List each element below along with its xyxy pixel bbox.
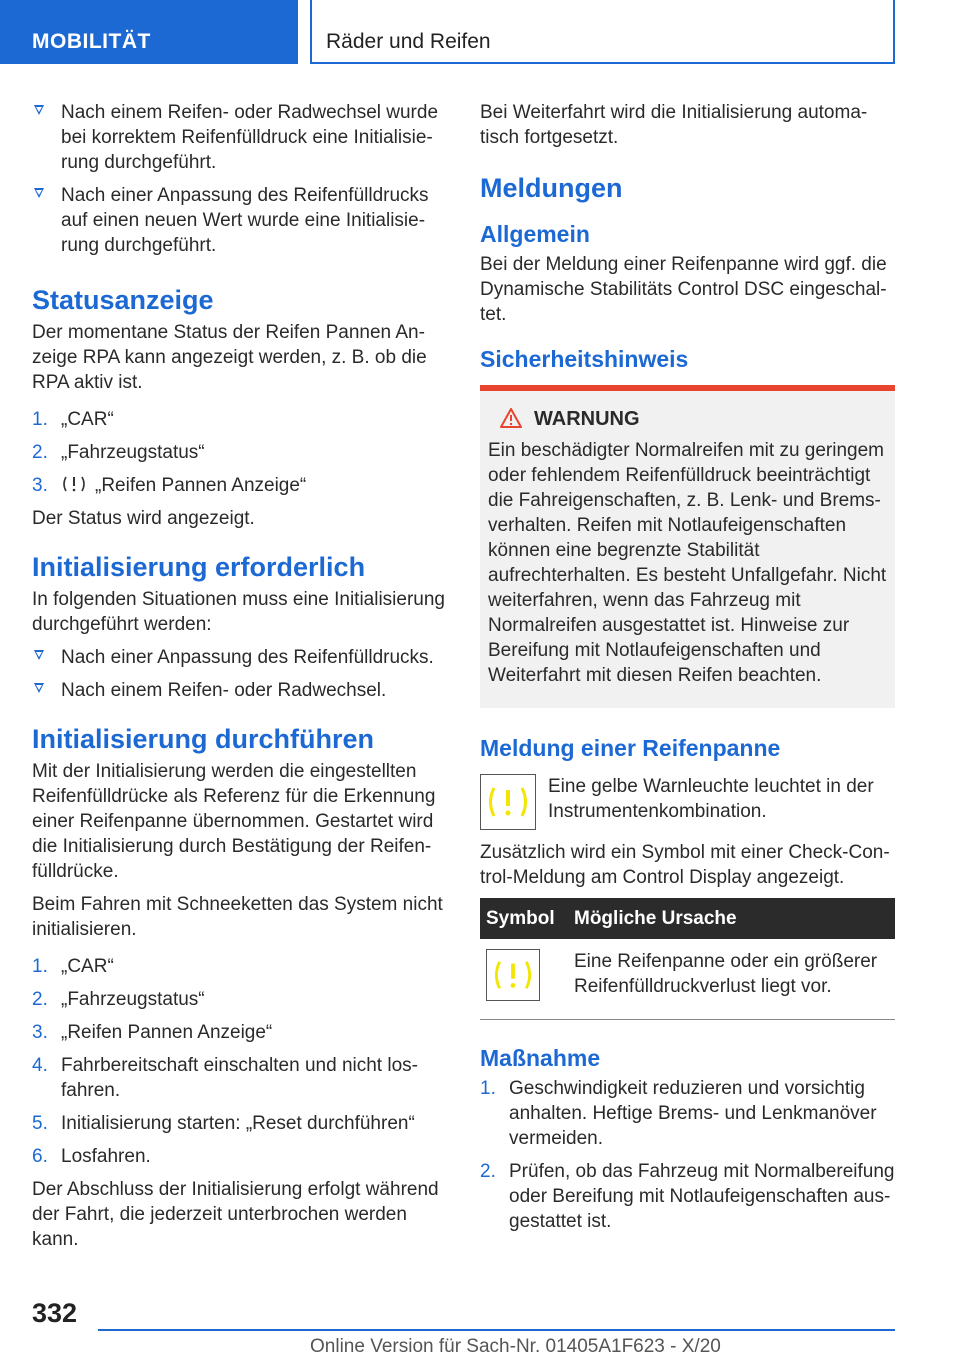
list-item: 2. Prüfen, ob das Fahrzeug mit Normalbereifung oder Bereifung mit Notlaufeigenschaften ausgestattet ist. — [480, 1161, 895, 1232]
warning-title: WARNUNG — [488, 407, 887, 432]
heading-safety: Sicherheitshinweis — [480, 346, 689, 372]
heading-messages: Meldungen — [480, 173, 623, 203]
heading-puncture: Meldung einer Reifenpanne — [480, 735, 781, 761]
footer-version: Online Version für Sach-Nr. 01405A1F623 - X/20 — [310, 1336, 721, 1357]
table-row — [480, 939, 895, 1020]
footer-divider — [98, 1329, 895, 1331]
warning-triangle-icon — [500, 408, 522, 428]
list-item: 1. „CAR“ — [32, 409, 114, 430]
list-item: 2. „Fahrzeugstatus“ — [32, 989, 205, 1010]
table-header — [480, 898, 895, 939]
right-column — [480, 100, 895, 1242]
column-cause: Mögliche Ursache — [568, 898, 895, 939]
list-item: Nach einer Anpassung des Reifenfülldrucks auf einen neuen Wert wurde eine Initialisierung durchgeführt. — [32, 183, 448, 258]
continue-text: Bei Weiterfahrt wird die Initialisierung automatisch fortgesetzt. — [480, 102, 868, 148]
list-item: 5. Initialisierung starten: „Reset durchführen“ — [32, 1113, 415, 1134]
warning-box — [480, 391, 895, 708]
triangle-bullet-icon — [34, 650, 44, 660]
check-control-text: Zusätzlich wird ein Symbol mit einer Check-Control-Meldung am Control Display angezeigt. — [480, 842, 890, 888]
cause-cell: Eine Reifenpanne oder ein größerer Reifenfülldruckverlust liegt vor. — [568, 939, 895, 1020]
list-item: Nach einem Reifen- oder Radwechsel. — [32, 678, 448, 703]
column-symbol: Symbol — [480, 898, 568, 939]
symbol-cell — [480, 939, 568, 1020]
heading-general: Allgemein — [480, 221, 590, 247]
list-item: 6. Losfahren. — [32, 1146, 151, 1167]
list-item: 3. „Reifen Pannen Anzeige“ — [32, 475, 307, 496]
init-steps — [32, 954, 448, 1169]
list-item: Nach einer Anpassung des Reifenfülldrucks. — [32, 645, 448, 670]
left-column — [32, 100, 448, 1260]
chapter-header — [310, 0, 895, 64]
measure-steps — [480, 1076, 895, 1234]
tire-pressure-symbol-icon — [486, 949, 540, 1001]
section-title: MOBILITÄT — [32, 30, 151, 53]
tire-pressure-icon — [61, 474, 87, 494]
heading-measure: Maßnahme — [480, 1045, 601, 1071]
tire-pressure-warning-lamp-icon — [480, 774, 536, 830]
warning-lamp-text: Eine gelbe Warnleuchte leuchtet in der Instrumentenkombination. — [548, 776, 874, 822]
heading-status: Statusanzeige — [32, 285, 214, 315]
page-number: 332 — [32, 1298, 78, 1328]
list-item: 2. „Fahrzeugstatus“ — [32, 442, 205, 463]
symbol-table — [480, 898, 895, 1020]
status-result: Der Status wird angezeigt. — [32, 508, 255, 529]
list-item: 4. Fahrbereitschaft einschalten und nicht losfahren. — [32, 1055, 418, 1101]
triangle-bullet-icon — [34, 105, 44, 115]
status-text: Der momentane Status der Reifen Pannen Anzeige RPA kann angezeigt werden, z. B. ob die RPA aktiv ist. — [32, 322, 427, 393]
intro-bullet-list — [32, 100, 448, 258]
general-text: Bei der Meldung einer Reifenpanne wird ggf. die Dynamische Stabilitäts Control DSC eingeschaltet. — [480, 254, 887, 325]
chapter-title: Räder und Reifen — [326, 30, 491, 53]
init-completion-text: Der Abschluss der Initialisierung erfolgt während der Fahrt, die jederzeit unterbrochen werden kann. — [32, 1179, 439, 1250]
init-perform-text: Mit der Initialisierung werden die eingestellten Reifenfülldrücke als Referenz für die Erkennung einer Reifenpanne übernommen. Gestartet wird die Initialisierung durch Bestätigung der Reifenfülldrücke. — [32, 761, 436, 882]
triangle-bullet-icon — [34, 188, 44, 198]
list-item: Nach einem Reifen- oder Radwechsel wurde bei korrektem Reifenfülldruck eine Initialisierung durchgeführt. — [32, 100, 448, 175]
list-item: 1. Geschwindigkeit reduzieren und vorsichtig anhalten. Heftige Brems- und Lenkmanöver vermeiden. — [480, 1078, 877, 1149]
list-item: 1. „CAR“ — [32, 956, 114, 977]
triangle-bullet-icon — [34, 683, 44, 693]
warning-text: Ein beschädigter Normalreifen mit zu geringem oder fehlendem Reifenfülldruck beeinträchtigt die Fahreigenschaften, z. B. Lenk- und Bremsverhalten. Reifen mit Notlaufeigenschaften können eine begrenzte Stabilität aufrechterhalten. Es besteht Unfallgefahr. Nicht weiterfahren, wenn das Fahrzeug mit Normalreifen ausgestattet ist. Hinweise zur Bereifung mit Notlaufeigenschaften und Weiterfahrt mit diesen Reifen beachten. — [488, 440, 887, 686]
heading-init-perform: Initialisierung durchführen — [32, 724, 375, 754]
status-steps — [32, 407, 448, 498]
snow-chains-note: Beim Fahren mit Schneeketten das System nicht initialisieren. — [32, 894, 443, 940]
heading-init-required: Initialisierung erforderlich — [32, 552, 366, 582]
warning-lamp-row — [480, 774, 895, 830]
section-tab[interactable] — [0, 0, 298, 64]
list-item: 3. „Reifen Pannen Anzeige“ — [32, 1022, 273, 1043]
init-required-text: In folgenden Situationen muss eine Initialisierung durchgeführt werden: — [32, 589, 445, 635]
init-required-list — [32, 645, 448, 703]
